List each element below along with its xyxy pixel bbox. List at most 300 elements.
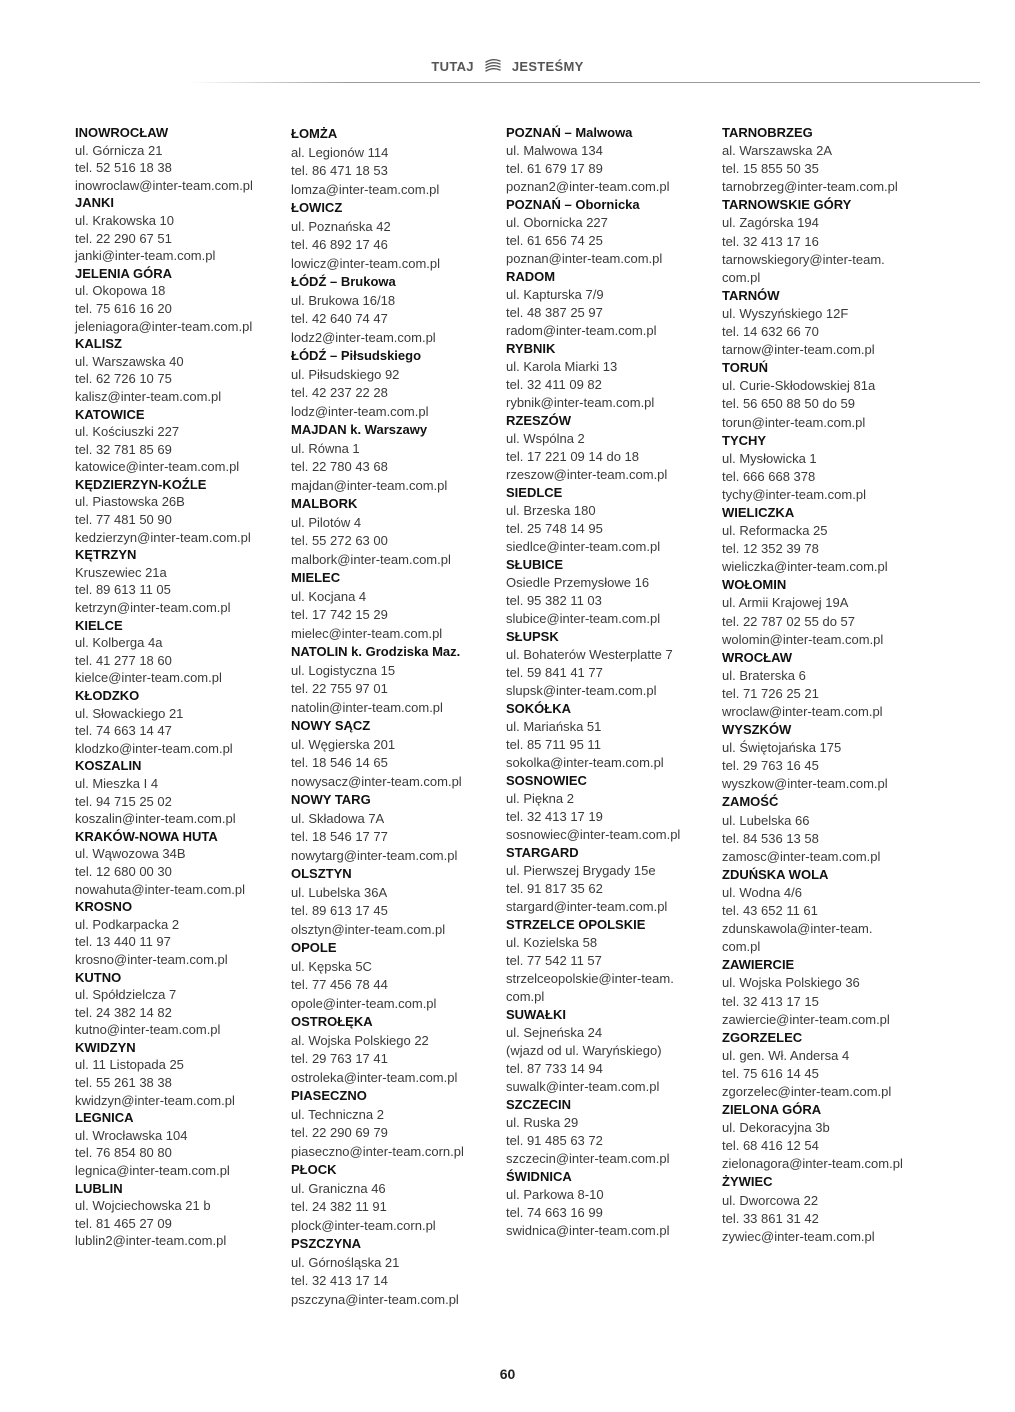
location-phone: tel. 12 680 00 30 (75, 863, 172, 879)
location-email: legnica@inter-team.com.pl (75, 1163, 230, 1179)
location-email: lodz@inter-team.com.pl (291, 403, 429, 419)
location-name: WOŁOMIN (722, 577, 787, 593)
location-address: ul. Górnośląska 21 (291, 1254, 400, 1270)
location-entry (722, 432, 934, 504)
location-entry (722, 1029, 934, 1101)
location-address: ul. Parkowa 8-10 (506, 1187, 604, 1202)
location-phone: tel. 17 742 15 29 (291, 607, 388, 622)
location-entry (506, 1168, 718, 1240)
location-email: slubice@inter-team.com.pl (506, 611, 661, 626)
location-entry (75, 476, 287, 546)
location-phone: tel. 25 748 14 95 (506, 521, 603, 536)
location-name: ZAMOŚĆ (722, 794, 779, 810)
location-phone: tel. 52 516 18 38 (75, 160, 172, 176)
location-name: SŁUPSK (506, 629, 559, 644)
location-email: radom@inter-team.com.pl (506, 323, 657, 338)
location-phone: tel. 15 855 50 35 (722, 161, 819, 177)
location-entry (722, 359, 934, 431)
location-entry (291, 1013, 503, 1087)
location-entry (506, 484, 718, 556)
location-phone: tel. 91 485 63 72 (506, 1133, 603, 1148)
location-email: opole@inter-team.com.pl (291, 995, 437, 1011)
location-entry (506, 556, 718, 628)
location-email: tarnobrzeg@inter-team.com.pl (722, 179, 898, 195)
location-phone: tel. 33 861 31 42 (722, 1210, 819, 1226)
location-name: JANKI (75, 195, 115, 211)
location-email: com.pl (722, 939, 761, 955)
location-email: tarnowskiegory@inter-team. (722, 251, 885, 267)
location-name: KĘTRZYN (75, 547, 137, 563)
location-entry (506, 412, 718, 484)
location-name: RZESZÓW (506, 413, 571, 428)
location-address: ul. Zagórska 194 (722, 215, 819, 231)
location-address: ul. Węgierska 201 (291, 736, 396, 752)
location-name: SOSNOWIEC (506, 773, 587, 788)
location-entry (506, 772, 718, 844)
location-address: ul. Braterska 6 (722, 667, 806, 683)
location-phone: tel. 75 616 16 20 (75, 300, 172, 316)
location-address: ul. Obornicka 227 (506, 215, 608, 230)
location-address: ul. Pilotów 4 (291, 514, 362, 530)
location-email: olsztyn@inter-team.com.pl (291, 921, 446, 937)
location-email: katowice@inter-team.com.pl (75, 459, 240, 475)
location-name: TARNÓW (722, 287, 780, 303)
location-phone: tel. 61 656 74 25 (506, 233, 603, 248)
location-email: zielonagora@inter-team.com.pl (722, 1156, 903, 1172)
location-phone: tel. 84 536 13 58 (722, 830, 819, 846)
location-address: ul. Słowackiego 21 (75, 705, 184, 721)
location-phone: tel. 87 733 14 94 (506, 1061, 603, 1076)
location-phone: tel. 89 613 17 45 (291, 903, 388, 918)
location-email: suwalk@inter-team.com.pl (506, 1079, 660, 1094)
location-email: slupsk@inter-team.com.pl (506, 683, 657, 698)
location-email: rybnik@inter-team.com.pl (506, 395, 655, 410)
location-entry (722, 866, 934, 956)
location-phone: tel. 12 352 39 78 (722, 541, 819, 557)
location-address: ul. Kolberga 4a (75, 635, 163, 651)
location-email: inowroclaw@inter-team.com.pl (75, 177, 253, 193)
location-address: ul. Ruska 29 (506, 1115, 579, 1130)
location-address: ul. Techniczna 2 (291, 1106, 384, 1122)
location-name: POZNAŃ – Malwowa (506, 125, 633, 140)
location-entry (75, 546, 287, 616)
location-name: ZAWIERCIE (722, 957, 795, 973)
location-email: zamosc@inter-team.com.pl (722, 848, 881, 864)
location-name: ŁOWICZ (291, 200, 343, 215)
location-email: siedlce@inter-team.com.pl (506, 539, 661, 554)
location-address: ul. Kościuszki 227 (75, 424, 180, 440)
location-name: OSTROŁĘKA (291, 1014, 373, 1029)
location-entry (506, 844, 718, 916)
location-email: janki@inter-team.com.pl (75, 248, 216, 264)
location-email: jeleniagora@inter-team.com.pl (75, 318, 253, 334)
location-address: al. Warszawska 2A (722, 143, 833, 159)
location-phone: tel. 32 413 17 19 (506, 809, 603, 824)
location-email: kalisz@inter-team.com.pl (75, 388, 222, 404)
location-entry (75, 687, 287, 757)
location-entry (75, 757, 287, 827)
location-name: MALBORK (291, 496, 358, 511)
location-email: plock@inter-team.corn.pl (291, 1217, 436, 1233)
location-email: zywiec@inter-team.com.pl (722, 1228, 875, 1244)
location-phone: tel. 43 652 11 61 (722, 903, 818, 919)
location-email: kielce@inter-team.com.pl (75, 670, 222, 686)
location-entry (291, 1161, 503, 1235)
location-phone: tel. 32 413 17 16 (722, 233, 819, 249)
location-name: ŁÓDŹ – Brukowa (291, 274, 396, 289)
location-name: KALISZ (75, 336, 122, 352)
location-email: lodz2@inter-team.com.pl (291, 329, 436, 345)
location-address: ul. Graniczna 46 (291, 1180, 386, 1196)
location-email: krosno@inter-team.com.pl (75, 951, 228, 967)
location-email: nowytarg@inter-team.com.pl (291, 847, 458, 863)
location-phone: tel. 32 781 85 69 (75, 441, 172, 457)
location-email: zawiercie@inter-team.com.pl (722, 1011, 890, 1027)
location-name: RADOM (506, 269, 556, 284)
location-entry (722, 196, 934, 286)
location-entry (291, 199, 503, 273)
location-phone: tel. 91 817 35 62 (506, 881, 603, 896)
location-email: com.pl (722, 269, 761, 285)
location-email: swidnica@inter-team.com.pl (506, 1223, 670, 1238)
location-entry (291, 865, 503, 939)
location-name: PIASECZNO (291, 1088, 367, 1103)
location-phone: tel. 77 456 78 44 (291, 977, 388, 992)
location-address: ul. Krakowska 10 (75, 212, 174, 228)
location-phone: tel. 71 726 25 21 (722, 685, 819, 701)
location-name: NOWY TARG (291, 792, 371, 807)
location-entry (75, 828, 287, 898)
location-email: malbork@inter-team.com.pl (291, 551, 451, 567)
location-address: ul. Dekoracyjna 3b (722, 1120, 830, 1136)
location-address: ul. gen. Wł. Andersa 4 (722, 1047, 850, 1063)
location-entry (291, 939, 503, 1013)
location-phone: tel. 32 411 09 82 (506, 377, 602, 392)
location-name: TARNOBRZEG (722, 125, 813, 140)
location-name: STRZELCE OPOLSKIE (506, 917, 646, 932)
location-phone: tel. 85 711 95 11 (506, 737, 601, 752)
directory-column-4 (722, 124, 934, 1246)
location-name: KĘDZIERZYN-KOŹLE (75, 476, 207, 492)
location-entry (506, 700, 718, 772)
location-phone: tel. 77 542 11 57 (506, 953, 602, 968)
location-phone: tel. 61 679 17 89 (506, 161, 603, 176)
location-address: ul. Piłsudskiego 92 (291, 366, 400, 382)
location-email: piaseczno@inter-team.corn.pl (291, 1143, 464, 1159)
location-phone: tel. 18 546 17 77 (291, 829, 388, 844)
location-phone: tel. 666 668 378 (722, 468, 816, 484)
location-entry (506, 1006, 718, 1096)
location-address: (wjazd od ul. Waryńskiego) (506, 1043, 662, 1058)
location-address: ul. Podkarpacka 2 (75, 916, 180, 932)
location-address: ul. Składowa 7A (291, 810, 385, 826)
location-address: al. Wojska Polskiego 22 (291, 1032, 429, 1048)
location-entry (75, 335, 287, 405)
location-name: ŻYWIEC (722, 1174, 773, 1190)
location-address: ul. Spółdzielcza 7 (75, 987, 177, 1003)
location-email: poznan@inter-team.com.pl (506, 251, 663, 266)
location-name: NATOLIN k. Grodziska Maz. (291, 644, 461, 659)
location-email: sosnowiec@inter-team.com.pl (506, 827, 681, 842)
location-entry (291, 1087, 503, 1161)
location-address: ul. Bohaterów Westerplatte 7 (506, 647, 673, 662)
location-phone: tel. 74 663 14 47 (75, 723, 172, 739)
location-email: lomza@inter-team.com.pl (291, 181, 440, 197)
location-name: KRAKÓW-NOWA HUTA (75, 828, 218, 844)
location-entry (75, 1109, 287, 1179)
location-address: ul. Lubelska 66 (722, 812, 810, 828)
location-name: KATOWICE (75, 406, 145, 422)
location-entry (722, 1173, 934, 1245)
location-address: al. Legionów 114 (291, 144, 389, 160)
location-email: kedzierzyn@inter-team.com.pl (75, 529, 251, 545)
location-phone: tel. 24 382 14 82 (75, 1004, 172, 1020)
location-name: KROSNO (75, 899, 133, 915)
location-address: ul. Wojska Polskiego 36 (722, 975, 860, 991)
location-address: ul. Brzeska 180 (506, 503, 596, 518)
location-name: STARGARD (506, 845, 579, 860)
location-name: KOSZALIN (75, 758, 142, 774)
location-phone: tel. 22 290 67 51 (75, 230, 172, 246)
location-name: OLSZTYN (291, 866, 352, 881)
location-entry (75, 124, 287, 194)
location-email: ketrzyn@inter-team.com.pl (75, 600, 231, 616)
location-address: ul. Górnicza 21 (75, 142, 163, 158)
location-name: OPOLE (291, 940, 337, 955)
header-right-text: JESTEŚMY (511, 58, 584, 74)
location-email: ostroleka@inter-team.com.pl (291, 1069, 458, 1085)
location-phone: tel. 55 261 38 38 (75, 1075, 172, 1091)
location-entry (722, 124, 934, 196)
location-phone: tel. 13 440 11 97 (75, 934, 171, 950)
location-name: INOWROCŁAW (75, 125, 169, 140)
location-entry (75, 265, 287, 335)
location-entry (722, 1101, 934, 1173)
location-phone: tel. 14 632 66 70 (722, 324, 819, 340)
location-entry (291, 1235, 503, 1309)
location-phone: tel. 48 387 25 97 (506, 305, 603, 320)
location-phone: tel. 22 290 69 79 (291, 1125, 388, 1140)
location-phone: tel. 32 413 17 14 (291, 1273, 388, 1288)
location-name: KŁODZKO (75, 688, 140, 703)
location-phone: tel. 22 780 43 68 (291, 459, 388, 474)
location-address: ul. Kapturska 7/9 (506, 287, 604, 302)
location-email: koszalin@inter-team.com.pl (75, 811, 236, 827)
location-phone: tel. 29 763 16 45 (722, 758, 819, 774)
location-address: Osiedle Przemysłowe 16 (506, 575, 650, 590)
location-phone: tel. 59 841 41 77 (506, 665, 603, 680)
location-name: MAJDAN k. Warszawy (291, 422, 428, 437)
page-header (0, 58, 1015, 74)
location-email: klodzko@inter-team.com.pl (75, 740, 233, 756)
location-name: MIELEC (291, 570, 341, 585)
location-phone: tel. 42 640 74 47 (291, 311, 388, 326)
location-email: nowysacz@inter-team.com.pl (291, 773, 462, 789)
directory-column-1 (75, 124, 287, 1250)
location-entry (291, 347, 503, 421)
location-entry (506, 628, 718, 700)
location-name: RYBNIK (506, 341, 556, 356)
location-entry (75, 406, 287, 476)
location-entry (722, 504, 934, 576)
location-entry (506, 196, 718, 268)
location-entry (75, 898, 287, 968)
location-entry (722, 721, 934, 793)
location-email: natolin@inter-team.com.pl (291, 699, 443, 715)
location-name: ŁOMŻA (291, 126, 338, 141)
location-name: WIELICZKA (722, 504, 795, 520)
location-phone: tel. 46 892 17 46 (291, 237, 388, 252)
location-name: PŁOCK (291, 1162, 337, 1177)
location-name: ZDUŃSKA WOLA (722, 866, 829, 882)
location-address: ul. Kępska 5C (291, 958, 372, 974)
location-name: WROCŁAW (722, 649, 793, 665)
location-address: ul. Kocjana 4 (291, 588, 367, 604)
location-address: ul. Malwowa 134 (506, 143, 603, 158)
location-address: ul. Wrocławska 104 (75, 1127, 188, 1143)
location-name: PSZCZYNA (291, 1236, 362, 1251)
location-entry (75, 1039, 287, 1109)
location-phone: tel. 22 787 02 55 do 57 (722, 613, 856, 629)
location-name: KWIDZYN (75, 1039, 136, 1055)
location-phone: tel. 68 416 12 54 (722, 1138, 819, 1154)
location-email: rzeszow@inter-team.com.pl (506, 467, 668, 482)
location-email: kutno@inter-team.com.pl (75, 1022, 221, 1038)
location-address: ul. Wspólna 2 (506, 431, 585, 446)
location-address: ul. Mariańska 51 (506, 719, 602, 734)
location-address: ul. Warszawska 40 (75, 353, 184, 369)
location-address: ul. Wyszyńskiego 12F (722, 305, 849, 321)
location-phone: tel. 94 715 25 02 (75, 793, 172, 809)
location-name: SŁUBICE (506, 557, 564, 572)
location-email: torun@inter-team.com.pl (722, 414, 866, 430)
location-email: lublin2@inter-team.com.pl (75, 1233, 227, 1249)
location-address: ul. 11 Listopada 25 (75, 1057, 184, 1073)
location-name: SOKÓŁKA (506, 701, 571, 716)
location-entry (75, 617, 287, 687)
location-entry (291, 569, 503, 643)
location-entry (75, 1180, 287, 1250)
location-entry (506, 340, 718, 412)
location-email: tychy@inter-team.com.pl (722, 486, 866, 502)
location-name: WYSZKÓW (722, 722, 792, 738)
location-name: ŁÓDŹ – Piłsudskiego (291, 348, 422, 363)
location-address: ul. Wojciechowska 21 b (75, 1198, 211, 1214)
location-phone: tel. 89 613 11 05 (75, 582, 171, 598)
location-phone: tel. 75 616 14 45 (722, 1065, 819, 1081)
location-address: ul. Armii Krajowej 19A (722, 595, 849, 611)
location-name: TARNOWSKIE GÓRY (722, 197, 852, 213)
location-email: wroclaw@inter-team.com.pl (722, 704, 883, 719)
location-phone: tel. 24 382 11 91 (291, 1199, 387, 1214)
location-address: ul. Wodna 4/6 (722, 884, 802, 900)
location-address: ul. Brukowa 16/18 (291, 292, 396, 308)
location-phone: tel. 55 272 63 00 (291, 533, 388, 548)
location-entry (722, 576, 934, 648)
location-address: ul. Lubelska 36A (291, 884, 388, 900)
location-entry (291, 643, 503, 717)
location-email: tarnow@inter-team.com.pl (722, 342, 875, 358)
location-name: LEGNICA (75, 1110, 134, 1126)
location-entry (722, 287, 934, 359)
location-phone: tel. 86 471 18 53 (291, 163, 388, 178)
location-name: ZGORZELEC (722, 1029, 803, 1045)
location-phone: tel. 81 465 27 09 (75, 1215, 172, 1231)
location-phone: tel. 76 854 80 80 (75, 1145, 172, 1161)
location-entry (291, 791, 503, 865)
location-entry (291, 421, 503, 495)
location-email: majdan@inter-team.com.pl (291, 477, 448, 493)
location-entry (506, 916, 718, 1006)
location-email: lowicz@inter-team.com.pl (291, 255, 441, 271)
location-name: KIELCE (75, 617, 123, 633)
location-entry (506, 1096, 718, 1168)
location-entry (291, 273, 503, 347)
location-phone: tel. 56 650 88 50 do 59 (722, 396, 856, 412)
location-phone: tel. 42 237 22 28 (291, 385, 388, 400)
location-phone: tel. 17 221 09 14 do 18 (506, 449, 640, 464)
location-phone: tel. 77 481 50 90 (75, 512, 172, 528)
location-address: ul. Karola Miarki 13 (506, 359, 618, 374)
location-entry (506, 268, 718, 340)
location-address: ul. Mieszka I 4 (75, 775, 159, 791)
location-address: ul. Logistyczna 15 (291, 662, 396, 678)
location-entry (291, 495, 503, 569)
location-name: SZCZECIN (506, 1097, 571, 1112)
directory-column-3 (506, 124, 718, 1240)
location-phone: tel. 22 755 97 01 (291, 681, 388, 696)
location-email: pszczyna@inter-team.com.pl (291, 1291, 459, 1307)
location-address: ul. Kozielska 58 (506, 935, 598, 950)
location-name: ŚWIDNICA (506, 1169, 572, 1184)
location-email: zgorzelec@inter-team.com.pl (722, 1083, 892, 1099)
location-email: szczecin@inter-team.com.pl (506, 1151, 670, 1166)
location-address: ul. Sejneńska 24 (506, 1025, 603, 1040)
location-entry (291, 125, 503, 199)
location-address: ul. Okopowa 18 (75, 283, 166, 299)
header-left-text: TUTAJ (431, 58, 474, 74)
location-entry (75, 969, 287, 1039)
page-number: 60 (499, 1366, 516, 1382)
location-phone: tel. 18 546 14 65 (291, 755, 388, 770)
location-entry (722, 956, 934, 1028)
location-email: wolomin@inter-team.com.pl (722, 631, 884, 647)
location-email: wyszkow@inter-team.com.pl (722, 776, 888, 792)
location-entry (506, 124, 718, 196)
location-entry (722, 649, 934, 721)
location-address: ul. Poznańska 42 (291, 218, 391, 234)
location-address: ul. Curie-Skłodowskiej 81a (722, 378, 876, 394)
location-address: Kruszewiec 21a (75, 564, 167, 580)
location-phone: tel. 62 726 10 75 (75, 371, 172, 387)
location-email: sokolka@inter-team.com.pl (506, 755, 664, 770)
location-phone: tel. 95 382 11 03 (506, 593, 602, 608)
location-email: stargard@inter-team.com.pl (506, 899, 668, 914)
location-email: mielec@inter-team.com.pl (291, 625, 443, 641)
location-name: ZIELONA GÓRA (722, 1102, 822, 1118)
location-name: LUBLIN (75, 1180, 123, 1196)
location-phone: tel. 41 277 18 60 (75, 652, 172, 668)
location-address: ul. Piękna 2 (506, 791, 574, 806)
location-email: strzelceopolskie@inter-team. (506, 971, 674, 986)
location-name: NOWY SĄCZ (291, 718, 371, 733)
location-address: ul. Równa 1 (291, 440, 360, 456)
location-address: ul. Piastowska 26B (75, 494, 185, 510)
location-name: POZNAŃ – Obornicka (506, 197, 640, 212)
location-address: ul. Mysłowicka 1 (722, 450, 817, 466)
location-email: com.pl (506, 989, 545, 1004)
location-address: ul. Pierwszej Brygady 15e (506, 863, 656, 878)
